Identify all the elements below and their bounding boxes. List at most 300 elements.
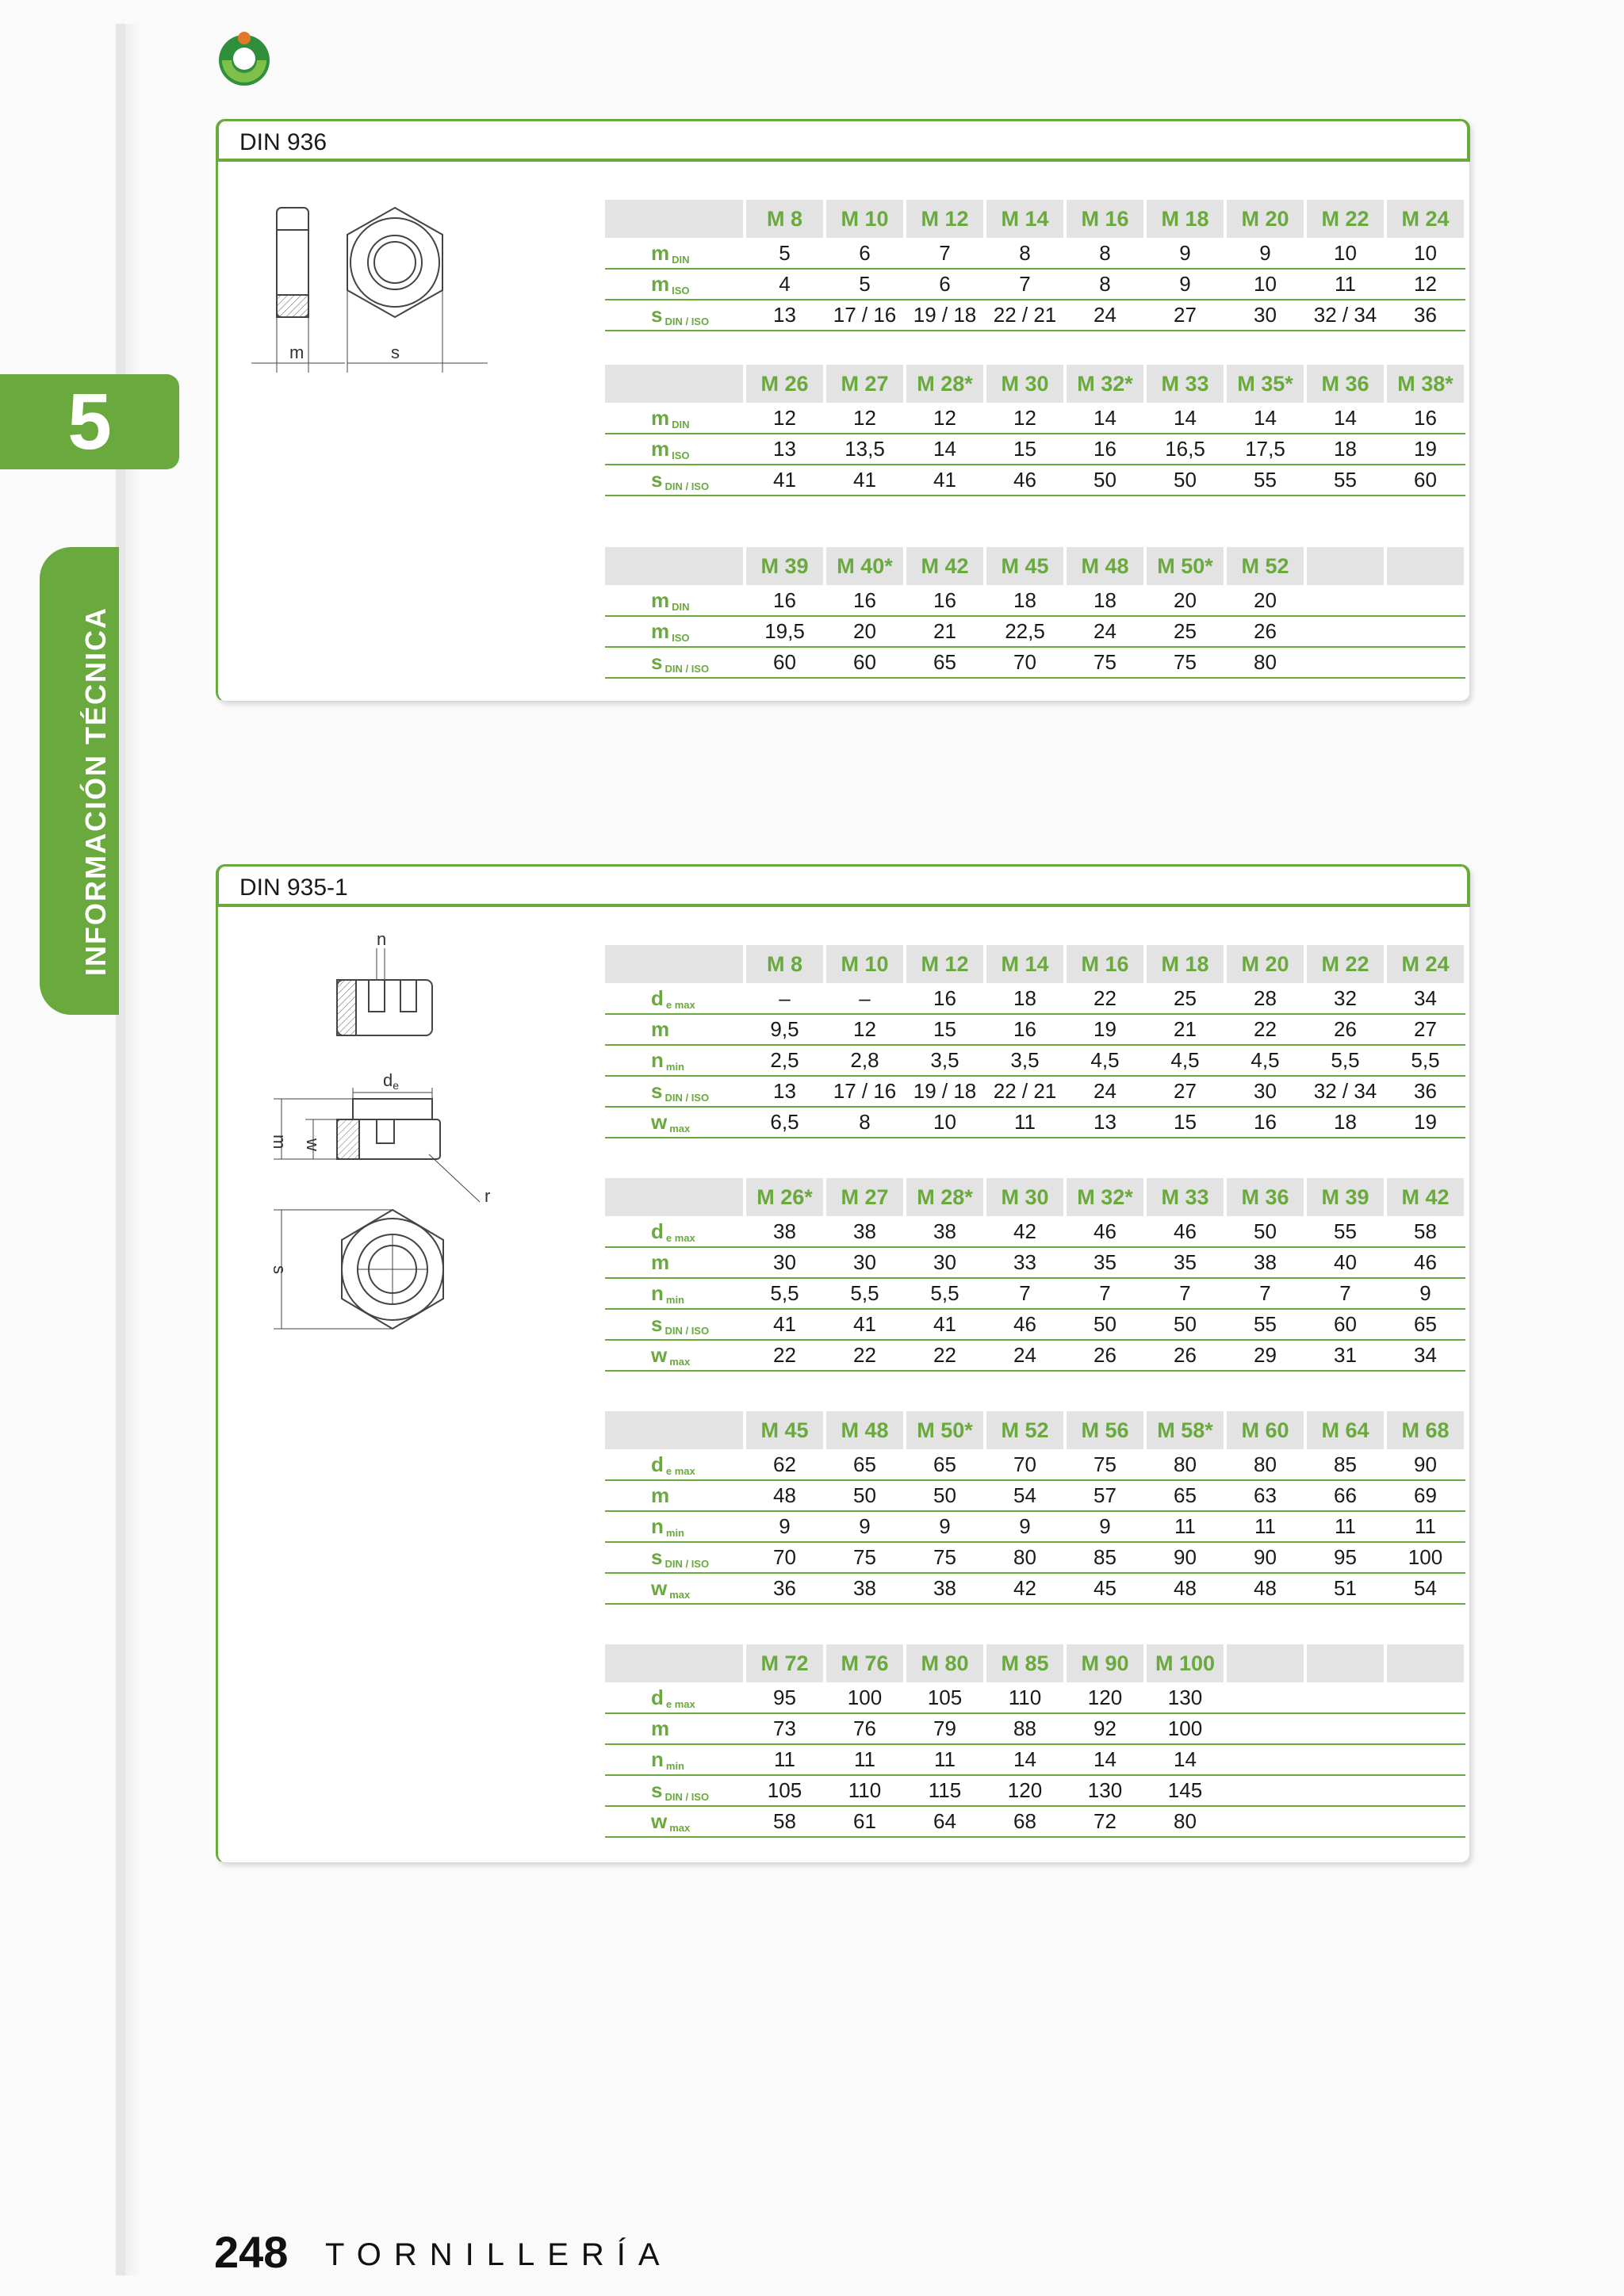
table-cell: 7 xyxy=(985,1278,1065,1309)
row-label-symbol: n xyxy=(651,1048,664,1072)
din935-title: DIN 935-1 xyxy=(239,874,348,901)
table-cell: 100 xyxy=(1385,1542,1465,1573)
table-cell: 32 / 34 xyxy=(1305,1076,1385,1107)
row-label xyxy=(605,1480,745,1511)
table-cell: 4,5 xyxy=(1065,1045,1145,1076)
row-label xyxy=(605,616,745,647)
size-header: M 24 xyxy=(1385,200,1465,238)
table-cell: 9 xyxy=(1385,1278,1465,1309)
size-header: M 42 xyxy=(1385,1178,1465,1216)
table-cell: 68 xyxy=(985,1806,1065,1837)
table-cell: 7 xyxy=(985,269,1065,300)
row-label-symbol: s xyxy=(651,1778,663,1802)
table-cell xyxy=(1305,1806,1385,1837)
table-cell: 11 xyxy=(1305,1511,1385,1542)
row-label-subscript: DIN / ISO xyxy=(665,1791,710,1803)
table-cell: 19 xyxy=(1385,1107,1465,1138)
table-cell: 41 xyxy=(905,465,985,496)
table-cell: 18 xyxy=(1305,1107,1385,1138)
table-row xyxy=(605,1045,1465,1076)
row-label xyxy=(605,300,745,331)
size-header: M 90 xyxy=(1065,1644,1145,1682)
side-tab-label: INFORMACIÓN TÉCNICA xyxy=(79,607,112,976)
table-cell: 17 / 16 xyxy=(825,300,905,331)
table-cell: 24 xyxy=(1065,300,1145,331)
row-label-subscript: max xyxy=(669,1356,691,1368)
size-header: M 36 xyxy=(1225,1178,1305,1216)
table-corner-cell xyxy=(605,547,745,585)
row-label-symbol: m xyxy=(651,272,670,296)
size-header: M 22 xyxy=(1305,200,1385,238)
table-cell: 19 / 18 xyxy=(905,1076,985,1107)
size-header: M 24 xyxy=(1385,945,1465,983)
table-cell: 80 xyxy=(1145,1806,1225,1837)
table-cell: 16 xyxy=(1385,403,1465,434)
table-header-row xyxy=(605,365,1465,403)
table-cell: 46 xyxy=(1385,1247,1465,1278)
din936-table-2 xyxy=(605,365,1467,496)
table-cell: 18 xyxy=(1065,585,1145,616)
table-cell: 18 xyxy=(985,585,1065,616)
table-cell: 11 xyxy=(985,1107,1065,1138)
size-header: M 16 xyxy=(1065,200,1145,238)
row-label-subscript: max xyxy=(669,1123,691,1135)
company-logo xyxy=(214,27,274,87)
table-cell: 11 xyxy=(1145,1511,1225,1542)
row-label-subscript: e max xyxy=(665,998,695,1011)
table-row xyxy=(605,434,1465,465)
table-cell: 105 xyxy=(745,1775,825,1806)
row-label-symbol: w xyxy=(651,1110,668,1134)
table-cell: 26 xyxy=(1305,1014,1385,1045)
table-cell xyxy=(1385,1713,1465,1744)
size-header: M 36 xyxy=(1305,365,1385,403)
table-cell: 35 xyxy=(1065,1247,1145,1278)
table-cell: 105 xyxy=(905,1682,985,1713)
table-cell: 10 xyxy=(1305,238,1385,269)
table-cell: 9 xyxy=(1065,1511,1145,1542)
table-cell: 14 xyxy=(1145,403,1225,434)
table-cell: 38 xyxy=(745,1216,825,1247)
table-cell: 95 xyxy=(1305,1542,1385,1573)
din936-table-1 xyxy=(605,200,1467,331)
size-header xyxy=(1305,1644,1385,1682)
row-label-symbol: m xyxy=(651,1716,670,1740)
table-cell: 61 xyxy=(825,1806,905,1837)
row-label-symbol: s xyxy=(651,1079,663,1103)
table-cell: 11 xyxy=(745,1744,825,1775)
chapter-number: 5 xyxy=(67,377,112,466)
table-cell: 9 xyxy=(905,1511,985,1542)
row-label-symbol: s xyxy=(651,468,663,492)
table-row xyxy=(605,1480,1465,1511)
table-corner-cell xyxy=(605,200,745,238)
table-cell: 22 xyxy=(825,1340,905,1371)
s-dim-label: s xyxy=(391,342,400,362)
row-label-subscript: ISO xyxy=(672,632,690,644)
table-cell: 5,5 xyxy=(1305,1045,1385,1076)
table-cell: 10 xyxy=(1225,269,1305,300)
table-cell: 76 xyxy=(825,1713,905,1744)
size-header: M 18 xyxy=(1145,945,1225,983)
table-cell: 12 xyxy=(825,403,905,434)
row-label-subscript: e max xyxy=(665,1464,695,1477)
table-cell: 72 xyxy=(1065,1806,1145,1837)
table-cell: 13 xyxy=(1065,1107,1145,1138)
table-cell: 95 xyxy=(745,1682,825,1713)
size-header: M 28* xyxy=(905,365,985,403)
table-cell: 18 xyxy=(1305,434,1385,465)
table-header-row xyxy=(605,1178,1465,1216)
row-label-symbol: m xyxy=(651,240,670,265)
size-header: M 26* xyxy=(745,1178,825,1216)
row-label-symbol: s xyxy=(651,1545,663,1569)
size-header: M 18 xyxy=(1145,200,1225,238)
table-cell: 16 xyxy=(985,1014,1065,1045)
size-header: M 32* xyxy=(1065,1178,1145,1216)
table-cell: 58 xyxy=(1385,1216,1465,1247)
m-dim-label: m xyxy=(270,1135,289,1150)
row-label-symbol: n xyxy=(651,1281,664,1305)
table-cell: 88 xyxy=(985,1713,1065,1744)
n-dim-label: n xyxy=(377,929,387,949)
table-cell: 100 xyxy=(1145,1713,1225,1744)
table-cell: 55 xyxy=(1305,465,1385,496)
row-label xyxy=(605,1107,745,1138)
table-cell: 36 xyxy=(1385,1076,1465,1107)
row-label-symbol: m xyxy=(651,405,670,430)
table-row xyxy=(605,238,1465,269)
row-label xyxy=(605,585,745,616)
row-label-symbol: m xyxy=(651,1017,670,1041)
castle-nut-drawing xyxy=(250,929,511,1337)
table-cell: 3,5 xyxy=(905,1045,985,1076)
table-cell: 41 xyxy=(745,1309,825,1340)
row-label xyxy=(605,465,745,496)
table-cell: 19 xyxy=(1385,434,1465,465)
row-label-symbol: d xyxy=(651,1685,664,1709)
table-corner-cell xyxy=(605,365,745,403)
size-header: M 32* xyxy=(1065,365,1145,403)
table-cell: 10 xyxy=(905,1107,985,1138)
table-cell: 85 xyxy=(1065,1542,1145,1573)
row-label-symbol: m xyxy=(651,437,670,461)
row-label xyxy=(605,1511,745,1542)
table-cell: 17 / 16 xyxy=(825,1076,905,1107)
page-section-title: TORNILLERÍA xyxy=(325,2237,672,2272)
size-header: M 48 xyxy=(825,1411,905,1449)
row-label xyxy=(605,983,745,1014)
table-cell: 54 xyxy=(1385,1573,1465,1604)
row-label-subscript: DIN / ISO xyxy=(665,663,710,675)
table-cell: 9 xyxy=(1145,238,1225,269)
table-cell: 26 xyxy=(1145,1340,1225,1371)
table-cell: 145 xyxy=(1145,1775,1225,1806)
page-number: 248 xyxy=(214,2227,289,2277)
table-cell: 5 xyxy=(745,238,825,269)
table-cell: 63 xyxy=(1225,1480,1305,1511)
row-label-subscript: e max xyxy=(665,1231,695,1244)
table-header-row xyxy=(605,1644,1465,1682)
table-cell: 45 xyxy=(1065,1573,1145,1604)
table-cell: 22 / 21 xyxy=(985,1076,1065,1107)
table-cell: 110 xyxy=(985,1682,1065,1713)
table-cell: 65 xyxy=(905,1449,985,1480)
chapter-tab xyxy=(0,374,179,469)
row-label xyxy=(605,1713,745,1744)
row-label-subscript: DIN xyxy=(672,600,690,613)
table-cell: 130 xyxy=(1145,1682,1225,1713)
table-cell: 14 xyxy=(905,434,985,465)
table-cell: 36 xyxy=(745,1573,825,1604)
row-label xyxy=(605,1076,745,1107)
din935-table-4 xyxy=(605,1644,1467,1838)
table-cell: 30 xyxy=(905,1247,985,1278)
table-cell: 2,5 xyxy=(745,1045,825,1076)
table-cell: 15 xyxy=(905,1014,985,1045)
table-cell: 5,5 xyxy=(905,1278,985,1309)
table-cell: 79 xyxy=(905,1713,985,1744)
table-cell: 4,5 xyxy=(1145,1045,1225,1076)
table-cell xyxy=(1385,1775,1465,1806)
table-cell: 18 xyxy=(985,983,1065,1014)
table-cell: 16,5 xyxy=(1145,434,1225,465)
table-cell xyxy=(1385,1744,1465,1775)
table-cell: 10 xyxy=(1385,238,1465,269)
table-cell: 90 xyxy=(1145,1542,1225,1573)
size-header: M 10 xyxy=(825,945,905,983)
size-header: M 42 xyxy=(905,547,985,585)
table-cell xyxy=(1225,1682,1305,1713)
table-cell: 13 xyxy=(745,434,825,465)
table-cell: 7 xyxy=(1145,1278,1225,1309)
table-cell: 32 / 34 xyxy=(1305,300,1385,331)
table-cell: 13 xyxy=(745,1076,825,1107)
row-label xyxy=(605,1216,745,1247)
size-header: M 68 xyxy=(1385,1411,1465,1449)
table-cell: 55 xyxy=(1225,1309,1305,1340)
table-cell: 70 xyxy=(985,1449,1065,1480)
table-cell: 46 xyxy=(985,465,1065,496)
table-cell: 34 xyxy=(1385,983,1465,1014)
table-cell: 90 xyxy=(1385,1449,1465,1480)
row-label-subscript: max xyxy=(669,1589,691,1601)
table-cell: 9 xyxy=(985,1511,1065,1542)
table-cell: 27 xyxy=(1145,300,1225,331)
table-cell: 5,5 xyxy=(745,1278,825,1309)
table-cell: 51 xyxy=(1305,1573,1385,1604)
table-cell: 54 xyxy=(985,1480,1065,1511)
row-label xyxy=(605,403,745,434)
r-dim-label: r xyxy=(485,1186,491,1206)
row-label-symbol: w xyxy=(651,1576,668,1600)
row-label-subscript: DIN xyxy=(672,253,690,266)
row-label-subscript: ISO xyxy=(672,285,690,297)
table-cell: 90 xyxy=(1225,1542,1305,1573)
din936-title: DIN 936 xyxy=(239,129,327,155)
row-label xyxy=(605,1775,745,1806)
table-cell: 31 xyxy=(1305,1340,1385,1371)
table-cell: 7 xyxy=(1225,1278,1305,1309)
size-header: M 12 xyxy=(905,200,985,238)
table-cell: 75 xyxy=(825,1542,905,1573)
row-label-symbol: m xyxy=(651,587,670,612)
row-label-subscript: min xyxy=(665,1527,685,1539)
table-cell: 66 xyxy=(1305,1480,1385,1511)
size-header: M 28* xyxy=(905,1178,985,1216)
size-header: M 52 xyxy=(1225,547,1305,585)
table-cell xyxy=(1305,585,1385,616)
row-label xyxy=(605,1542,745,1573)
table-cell: 41 xyxy=(905,1309,985,1340)
table-row xyxy=(605,1744,1465,1775)
table-cell: 46 xyxy=(1145,1216,1225,1247)
table-cell: 65 xyxy=(1385,1309,1465,1340)
table-cell: 80 xyxy=(985,1542,1065,1573)
table-cell: 15 xyxy=(985,434,1065,465)
table-cell: 92 xyxy=(1065,1713,1145,1744)
size-header: M 50* xyxy=(1145,547,1225,585)
table-corner-cell xyxy=(605,1411,745,1449)
size-header: M 45 xyxy=(985,547,1065,585)
size-header xyxy=(1305,547,1385,585)
table-cell: 35 xyxy=(1145,1247,1225,1278)
size-header: M 35* xyxy=(1225,365,1305,403)
table-cell xyxy=(1305,1775,1385,1806)
size-header: M 76 xyxy=(825,1644,905,1682)
size-header: M 14 xyxy=(985,945,1065,983)
table-cell: 4 xyxy=(745,269,825,300)
table-cell: 8 xyxy=(825,1107,905,1138)
table-cell: 14 xyxy=(1065,1744,1145,1775)
table-row xyxy=(605,1775,1465,1806)
table-cell: 80 xyxy=(1225,1449,1305,1480)
row-label xyxy=(605,1309,745,1340)
size-header: M 12 xyxy=(905,945,985,983)
table-cell: 65 xyxy=(1145,1480,1225,1511)
table-cell: 19,5 xyxy=(745,616,825,647)
row-label xyxy=(605,1278,745,1309)
table-cell: 50 xyxy=(1225,1216,1305,1247)
table-cell: 34 xyxy=(1385,1340,1465,1371)
table-cell: 9 xyxy=(1225,238,1305,269)
row-label-symbol: m xyxy=(651,1250,670,1274)
table-header-row xyxy=(605,1411,1465,1449)
row-label-symbol: w xyxy=(651,1343,668,1367)
table-cell xyxy=(1305,616,1385,647)
din935-card-header xyxy=(216,864,1470,907)
table-cell: 22 xyxy=(745,1340,825,1371)
row-label xyxy=(605,238,745,269)
size-header: M 33 xyxy=(1145,1178,1225,1216)
table-cell: 20 xyxy=(825,616,905,647)
table-cell xyxy=(1385,616,1465,647)
table-header-row xyxy=(605,547,1465,585)
row-label-symbol: m xyxy=(651,619,670,643)
table-cell: 5,5 xyxy=(825,1278,905,1309)
table-row xyxy=(605,1309,1465,1340)
table-row xyxy=(605,1511,1465,1542)
table-cell: 29 xyxy=(1225,1340,1305,1371)
row-label xyxy=(605,1449,745,1480)
table-cell: 8 xyxy=(1065,269,1145,300)
table-cell: 69 xyxy=(1385,1480,1465,1511)
table-cell: 62 xyxy=(745,1449,825,1480)
table-cell: 5,5 xyxy=(1385,1045,1465,1076)
table-cell: 13,5 xyxy=(825,434,905,465)
row-label-symbol: n xyxy=(651,1747,664,1771)
table-cell: 48 xyxy=(745,1480,825,1511)
table-row xyxy=(605,1107,1465,1138)
size-header: M 20 xyxy=(1225,200,1305,238)
table-row xyxy=(605,269,1465,300)
table-cell: 12 xyxy=(745,403,825,434)
row-label xyxy=(605,1744,745,1775)
table-cell: 42 xyxy=(985,1573,1065,1604)
table-cell: 13 xyxy=(745,300,825,331)
row-label xyxy=(605,434,745,465)
table-cell: 16 xyxy=(905,585,985,616)
table-cell: 115 xyxy=(905,1775,985,1806)
table-row xyxy=(605,403,1465,434)
table-cell: 8 xyxy=(985,238,1065,269)
table-cell: 8 xyxy=(1065,238,1145,269)
table-cell xyxy=(1305,1682,1385,1713)
size-header: M 56 xyxy=(1065,1411,1145,1449)
table-cell xyxy=(1305,1713,1385,1744)
table-cell: 6 xyxy=(825,238,905,269)
table-cell: 14 xyxy=(1305,403,1385,434)
din935-table-3 xyxy=(605,1411,1467,1605)
table-cell xyxy=(1225,1806,1305,1837)
table-cell: 4,5 xyxy=(1225,1045,1305,1076)
table-cell: 14 xyxy=(1225,403,1305,434)
row-label-symbol: s xyxy=(651,1312,663,1336)
size-header: M 85 xyxy=(985,1644,1065,1682)
table-cell: 22 xyxy=(1225,1014,1305,1045)
table-cell: 2,8 xyxy=(825,1045,905,1076)
table-cell: 12 xyxy=(1385,269,1465,300)
table-cell: 60 xyxy=(1385,465,1465,496)
w-dim-label: w xyxy=(303,1138,323,1151)
table-cell xyxy=(1385,647,1465,678)
table-row xyxy=(605,983,1465,1014)
row-label-subscript: DIN / ISO xyxy=(665,316,710,327)
table-cell: 21 xyxy=(905,616,985,647)
table-cell: 16 xyxy=(745,585,825,616)
row-label xyxy=(605,1045,745,1076)
table-cell: 32 xyxy=(1305,983,1385,1014)
table-cell: 25 xyxy=(1145,616,1225,647)
row-label xyxy=(605,647,745,678)
table-row xyxy=(605,465,1465,496)
table-cell: 80 xyxy=(1225,647,1305,678)
table-cell: 85 xyxy=(1305,1449,1385,1480)
table-cell: 14 xyxy=(1145,1744,1225,1775)
size-header: M 27 xyxy=(825,1178,905,1216)
table-cell: 50 xyxy=(825,1480,905,1511)
table-cell: 17,5 xyxy=(1225,434,1305,465)
size-header: M 60 xyxy=(1225,1411,1305,1449)
table-cell: 60 xyxy=(825,647,905,678)
table-cell: 11 xyxy=(825,1744,905,1775)
left-rail xyxy=(116,24,125,2275)
size-header: M 30 xyxy=(985,365,1065,403)
table-cell: 50 xyxy=(1065,1309,1145,1340)
table-cell: 60 xyxy=(745,647,825,678)
m-dim-label: m xyxy=(289,342,304,362)
table-cell: 6 xyxy=(905,269,985,300)
